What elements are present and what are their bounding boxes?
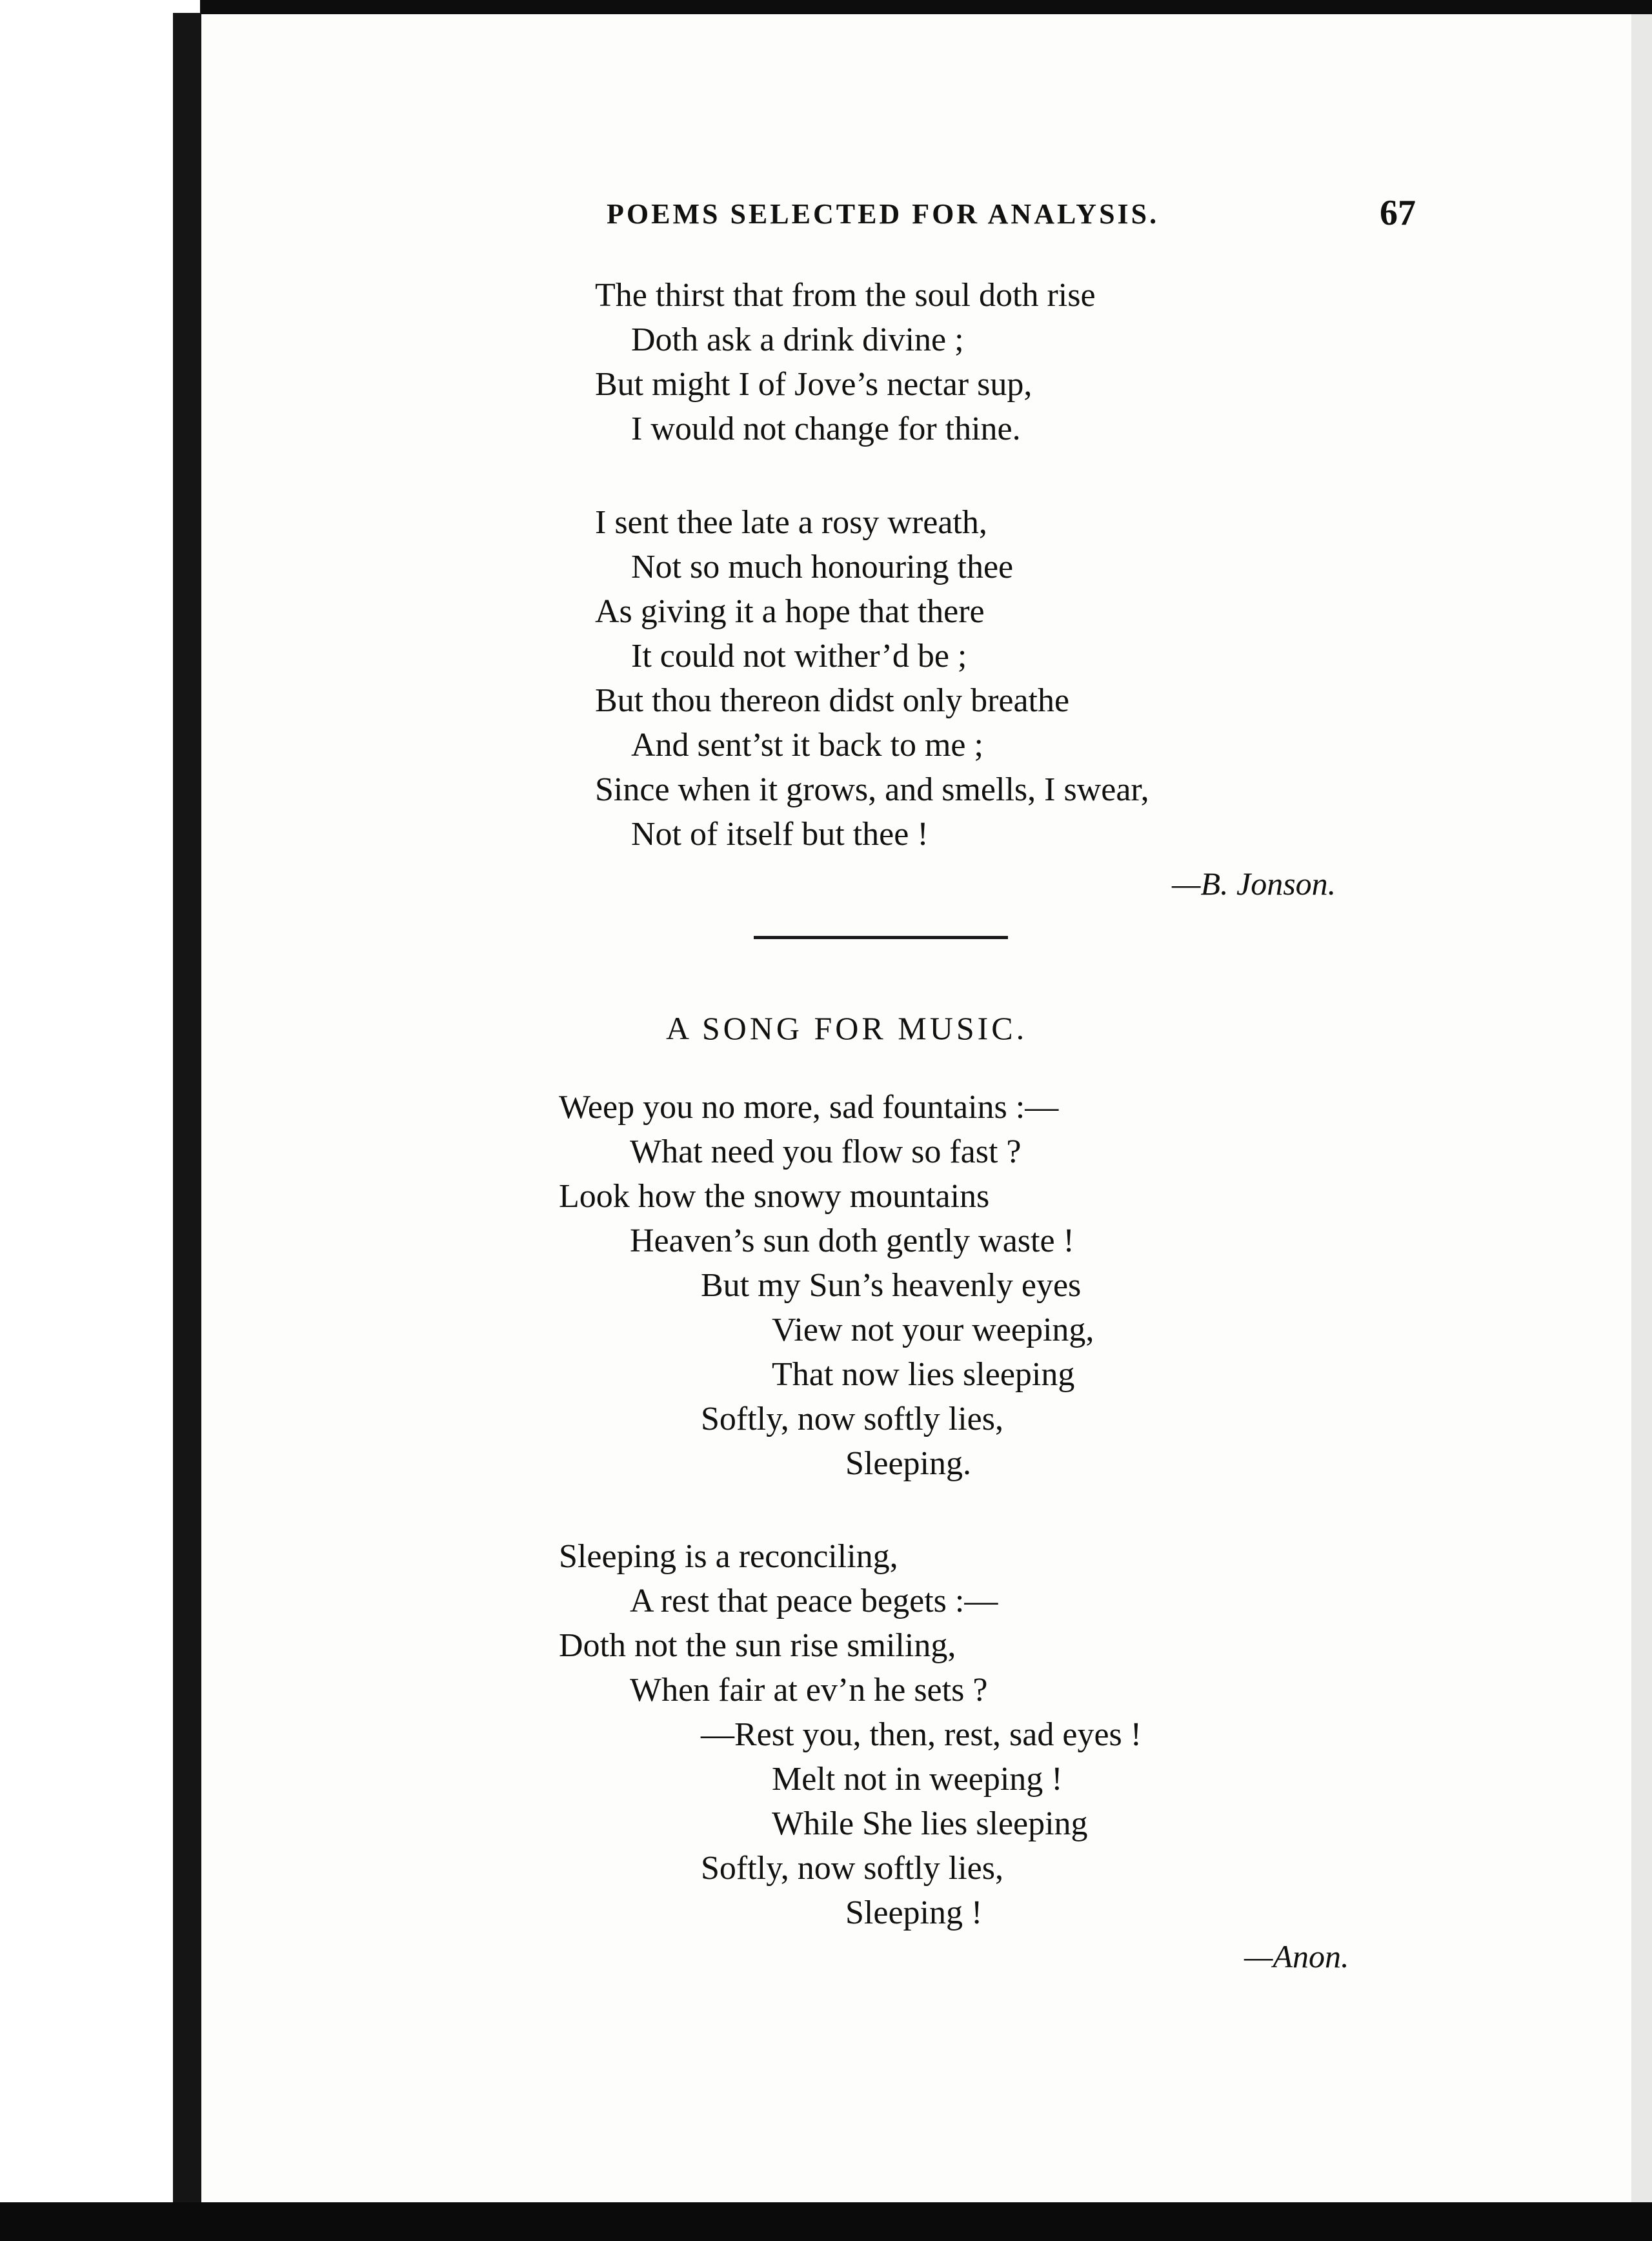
poem1-line: As giving it a hope that there bbox=[595, 593, 985, 630]
section-divider bbox=[754, 936, 1008, 939]
poem1-line: I sent thee late a rosy wreath, bbox=[595, 504, 987, 541]
poem2-line: Sleeping. bbox=[845, 1445, 971, 1482]
poem2-line: Weep you no more, sad fountains :— bbox=[559, 1089, 1059, 1126]
facing-page-margin bbox=[0, 0, 200, 2241]
poem1-line: Not so much honouring thee bbox=[631, 549, 1014, 585]
poem2-line: Melt not in weeping ! bbox=[772, 1761, 1063, 1798]
poem2-line: —Rest you, then, rest, sad eyes ! bbox=[701, 1716, 1142, 1753]
poem2-line: What need you flow so fast ? bbox=[630, 1133, 1022, 1170]
poem1-line: Doth ask a drink divine ; bbox=[631, 321, 964, 358]
page-edge-shadow bbox=[1631, 14, 1652, 2202]
poem2-line: A rest that peace begets :— bbox=[630, 1583, 998, 1619]
poem2-line: Softly, now softly lies, bbox=[701, 1850, 1003, 1887]
scan-border-bottom bbox=[0, 2202, 1652, 2241]
poem2-line: Doth not the sun rise smiling, bbox=[559, 1627, 956, 1664]
poem1-attribution: —B. Jonson. bbox=[1172, 866, 1336, 902]
poem1-line: But might I of Jove’s nectar sup, bbox=[595, 366, 1032, 403]
poem2-line: Softly, now softly lies, bbox=[701, 1401, 1003, 1437]
poem1-line: Since when it grows, and smells, I swear, bbox=[595, 771, 1149, 808]
book-binding-edge bbox=[173, 13, 201, 2207]
poem1-line: And sent’st it back to me ; bbox=[631, 727, 983, 764]
poem2-line: Sleeping is a reconciling, bbox=[559, 1538, 898, 1575]
scan-border-top bbox=[0, 0, 1652, 14]
poem1-line: Not of itself but thee ! bbox=[631, 816, 929, 853]
poem2-line: Look how the snowy mountains bbox=[559, 1178, 990, 1215]
poem2-title: A SONG FOR MUSIC. bbox=[666, 1010, 1028, 1046]
poem2-line: While She lies sleeping bbox=[772, 1805, 1088, 1842]
poem2-attribution: —Anon. bbox=[1244, 1938, 1349, 1974]
running-head-title: POEMS SELECTED FOR ANALYSIS. bbox=[607, 198, 1160, 230]
poem2-line: Heaven’s sun doth gently waste ! bbox=[630, 1222, 1074, 1259]
poem2-line: But my Sun’s heavenly eyes bbox=[701, 1267, 1082, 1304]
poem1-line: The thirst that from the soul doth rise bbox=[595, 277, 1096, 314]
poem2-line: Sleeping ! bbox=[845, 1894, 983, 1931]
poem1-line: I would not change for thine. bbox=[631, 411, 1021, 447]
poem1-line: But thou thereon didst only breathe bbox=[595, 682, 1070, 719]
poem2-line: When fair at ev’n he sets ? bbox=[630, 1672, 988, 1709]
poem2-line: View not your weeping, bbox=[772, 1312, 1094, 1348]
poem2-line: That now lies sleeping bbox=[772, 1356, 1075, 1393]
poem1-line: It could not wither’d be ; bbox=[631, 638, 967, 674]
page-number: 67 bbox=[1380, 193, 1416, 233]
